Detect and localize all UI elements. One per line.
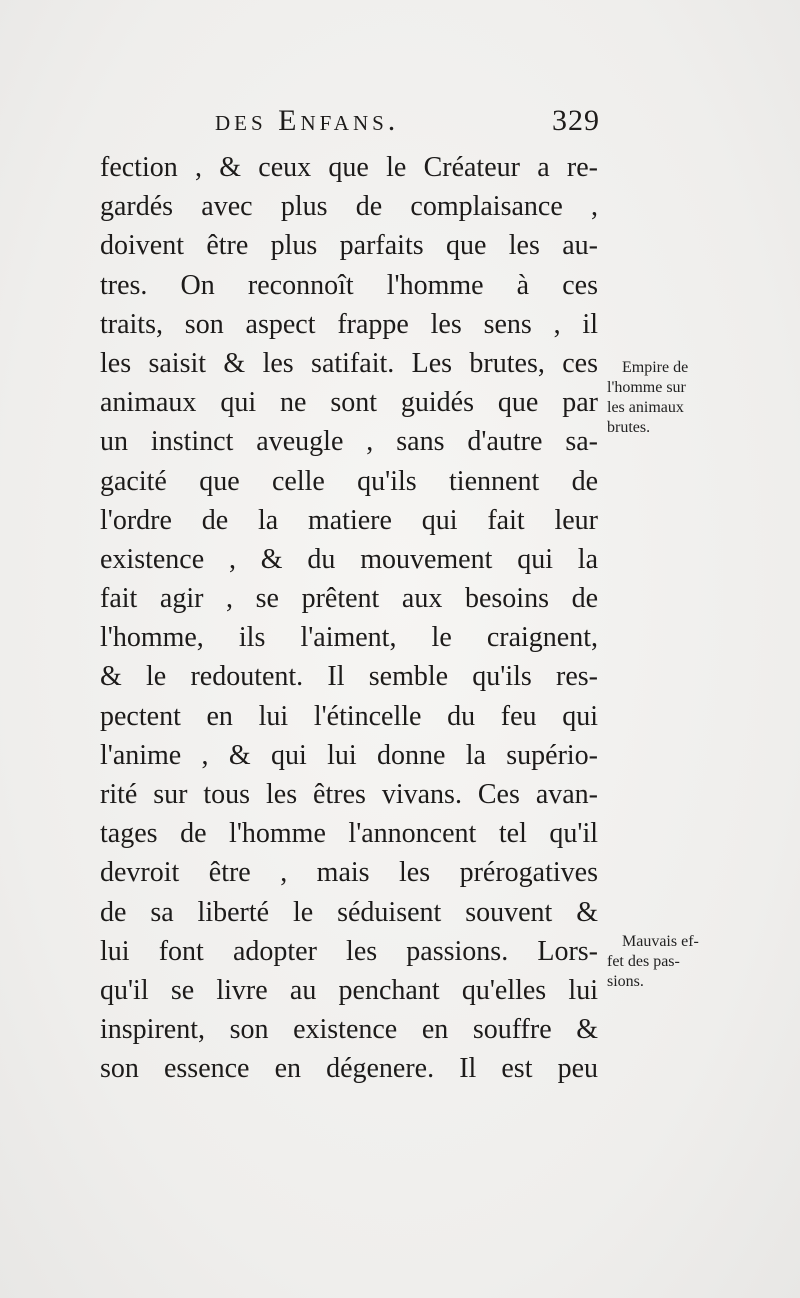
text-line: animaux qui ne sont guidés que par <box>100 387 598 419</box>
text-line: traits, son aspect frappe les sens , il <box>100 308 598 340</box>
text-line: & le redoutent. Il semble qu'ils res- <box>100 661 598 693</box>
marginal-line: Mauvais ef- <box>622 933 699 950</box>
text-line: rité sur tous les êtres vivans. Ces avan- <box>100 779 598 810</box>
text-line: l'homme, ils l'aiment, le craignent, <box>100 622 598 654</box>
marginal-line: brutes. <box>607 419 651 436</box>
text-line: doivent être plus parfaits que les au- <box>100 230 598 262</box>
text-line: gacité que celle qu'ils tiennent de <box>100 465 598 497</box>
text-line: de sa liberté le séduisent souvent & <box>100 896 598 928</box>
text-line: qu'il se livre au penchant qu'elles lui <box>100 974 598 1006</box>
running-head-title: des Enfans. <box>215 104 400 137</box>
marginal-line: Empire de <box>622 359 689 376</box>
marginal-line: fet des pas- <box>607 953 680 970</box>
text-line: son essence en dégenere. Il est peu <box>100 1053 598 1085</box>
text-line: un instinct aveugle , sans d'autre sa- <box>100 426 598 458</box>
marginal-note-passions <box>607 932 699 992</box>
text-line: tres. On reconnoît l'homme à ces <box>100 269 598 301</box>
text-line: fection , & ceux que le Créateur a re- <box>100 152 598 183</box>
text-line: les saisit & les satifait. Les brutes, ces <box>100 347 598 379</box>
text-line: fait agir , se prêtent aux besoins de <box>100 583 598 615</box>
page-number: 329 <box>552 104 600 137</box>
text-line: l'ordre de la matiere qui fait leur <box>100 504 598 536</box>
text-line: lui font adopter les passions. Lors- <box>100 935 598 967</box>
text-line: pectent en lui l'étincelle du feu qui <box>100 700 598 732</box>
text-line: inspirent, son existence en souffre & <box>100 1014 598 1046</box>
text-line: l'anime , & qui lui donne la supério- <box>100 739 598 771</box>
marginal-note-empire <box>607 358 688 438</box>
text-line: existence , & du mouvement qui la <box>100 543 598 575</box>
text-line: tages de l'homme l'annoncent tel qu'il <box>100 818 598 850</box>
marginal-line: les animaux <box>607 399 684 416</box>
marginal-line: sions. <box>607 973 644 990</box>
marginal-line: l'homme sur <box>607 379 686 396</box>
body-text <box>100 148 598 1089</box>
text-line: devroit être , mais les prérogatives <box>100 857 598 889</box>
text-line: gardés avec plus de complaisance , <box>100 191 598 223</box>
running-head <box>215 104 600 148</box>
